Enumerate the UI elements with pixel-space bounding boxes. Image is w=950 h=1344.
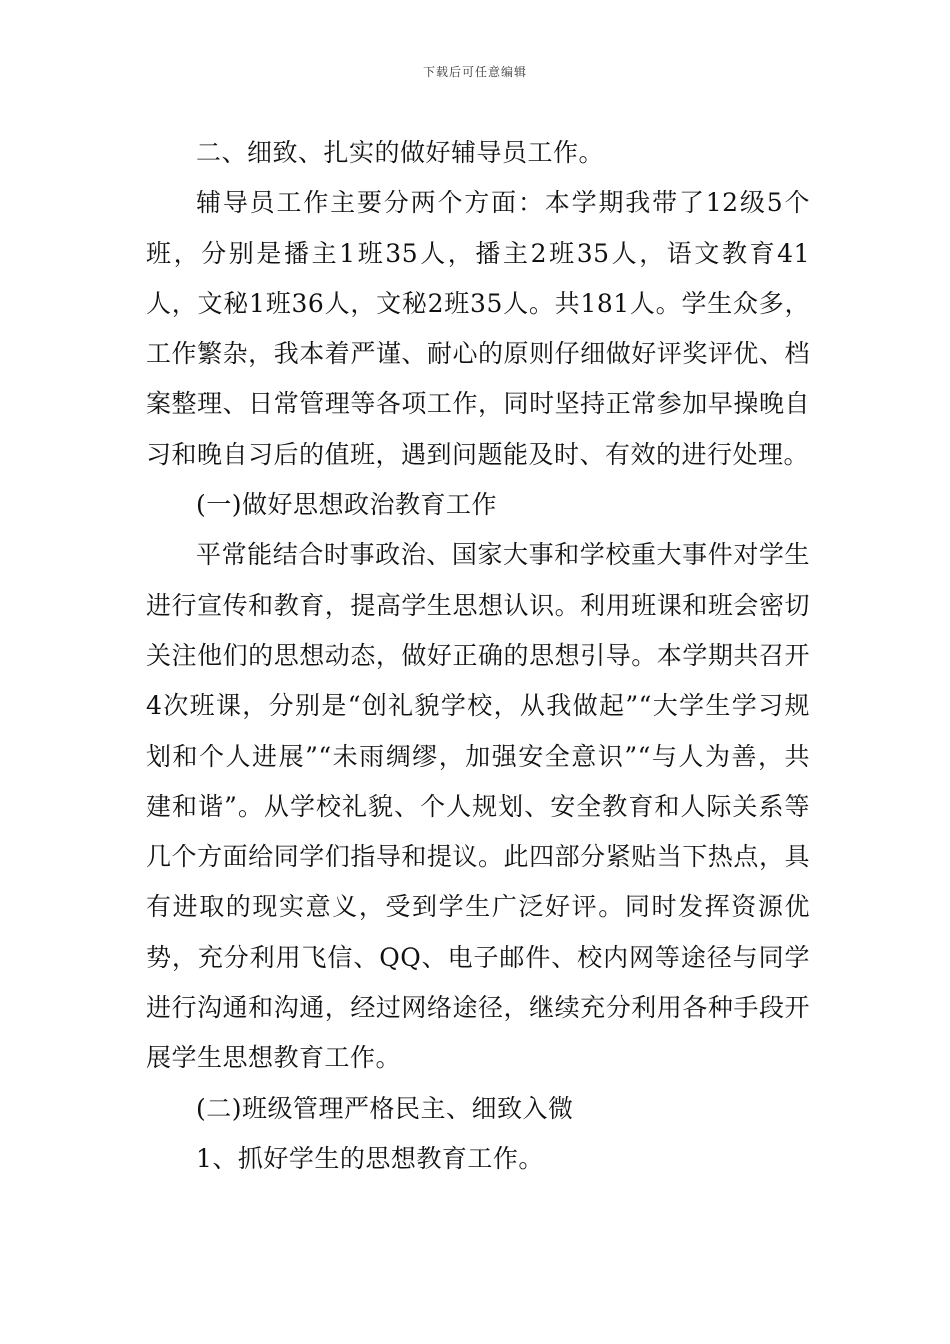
section-heading: 二、细致、扎实的做好辅导员工作。	[196, 138, 605, 167]
list-item: 1、抓好学生的思想教育工作。	[196, 1143, 544, 1173]
document-body	[146, 128, 810, 1184]
paragraph: 辅导员工作主要分两个方面：本学期我带了12级5个班，分别是播主1班35人，播主2班35人，语文教育41人，文秘1班36人，文秘2班35人。共181人。学生众多，工作繁杂，我本着严谨、耐心的原则仔细做好评奖评优、档案整理、日常管理等各项工作，同时坚持正常参加早操晚自习和晚自习后的值班，遇到问题能及时、有效的进行处理。	[146, 188, 810, 469]
subsection-heading: (一)做好思想政治教育工作	[196, 490, 498, 520]
subsection-heading: (二)班级管理严格民主、细致入微	[196, 1093, 574, 1123]
paragraph: 平常能结合时事政治、国家大事和学校重大事件对学生进行宣传和教育，提高学生思想认识。利用班课和班会密切关注他们的思想动态，做好正确的思想引导。本学期共召开4次班课，分别是“创礼貌学校，从我做起”“大学生学习规划和个人进展”“未雨绸缪，加强安全意识”“与人为善，共建和谐”。从学校礼貌、个人规划、安全教育和人际关系等几个方面给同学们指导和提议。此四部分紧贴当下热点，具有进取的现实意义，受到学生广泛好评。同时发挥资源优势，充分利用飞信、QQ、电子邮件、校内网等途径与同学进行沟通和沟通，经过网络途径，继续充分利用各种手段开展学生思想教育工作。	[146, 540, 810, 1073]
header-note: 下载后可任意编辑	[422, 65, 527, 79]
